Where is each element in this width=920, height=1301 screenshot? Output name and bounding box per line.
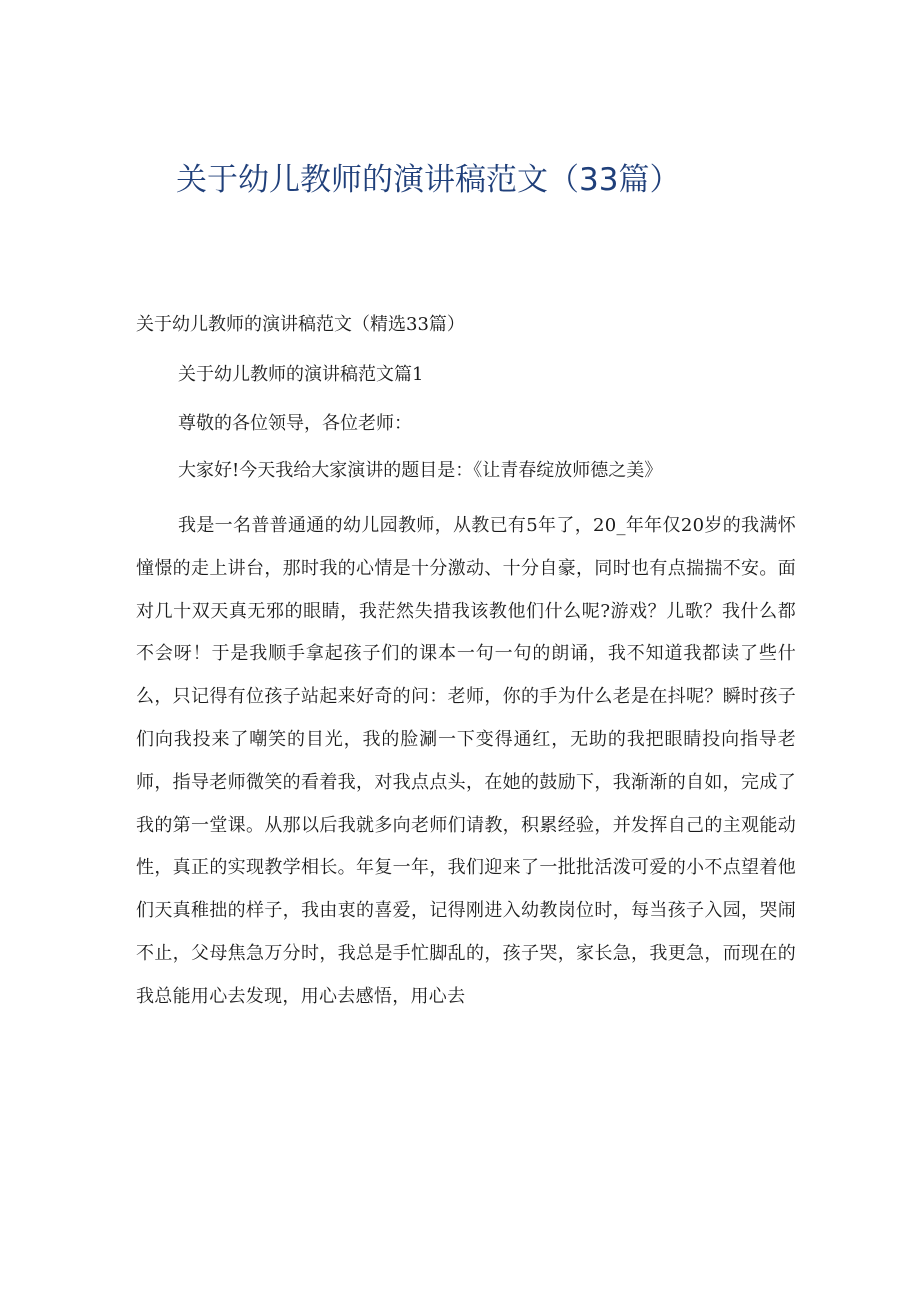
intro-line: 大家好!今天我给大家演讲的题目是：《让青春绽放师德之美》 — [178, 460, 663, 481]
greeting-line: 尊敬的各位领导，各位老师： — [178, 413, 412, 434]
document-title: 关于幼儿教师的演讲稿范文（33篇） — [176, 162, 681, 198]
document-subtitle: 关于幼儿教师的演讲稿范文（精选33篇） — [136, 314, 465, 335]
body-paragraph: 我是一名普普通通的幼儿园教师，从教已有5年了，20_年年仅20岁的我满怀憧憬的走上讲台，那时我的心情是十分激动、十分自豪，同时也有点揣揣不安。面对几十双天真无邪的眼睛，我茫然失措我该教他们什么呢?游戏？儿歌？我什么都不会呀！于是我顺手拿起孩子们的课本一句一句的朗诵，我不知道我都读了些什么，只记得有位孩子站起来好奇的问：老师，你的手为什么老是在抖呢？瞬时孩子们向我投来了嘲笑的目光，我的脸涮一下变得通红，无助的我把眼睛投向指导老师，指导老师微笑的看着我，对我点点头，在她的鼓励下，我渐渐的自如，完成了我的第一堂课。从那以后我就多向老师们请教，积累经验，并发挥自己的主观能动性，真正的实现教学相长。年复一年，我们迎来了一批批活泼可爱的小不点望着他们天真稚拙的样子，我由衷的喜爱，记得刚进入幼教岗位时，每当孩子入园，哭闹不止，父母焦急万分时，我总是手忙脚乱的，孩子哭，家长急，我更急，而现在的我总能用心去发现，用心去感悟，用心去 — [136, 515, 796, 1007]
section-heading: 关于幼儿教师的演讲稿范文篇1 — [178, 364, 424, 385]
